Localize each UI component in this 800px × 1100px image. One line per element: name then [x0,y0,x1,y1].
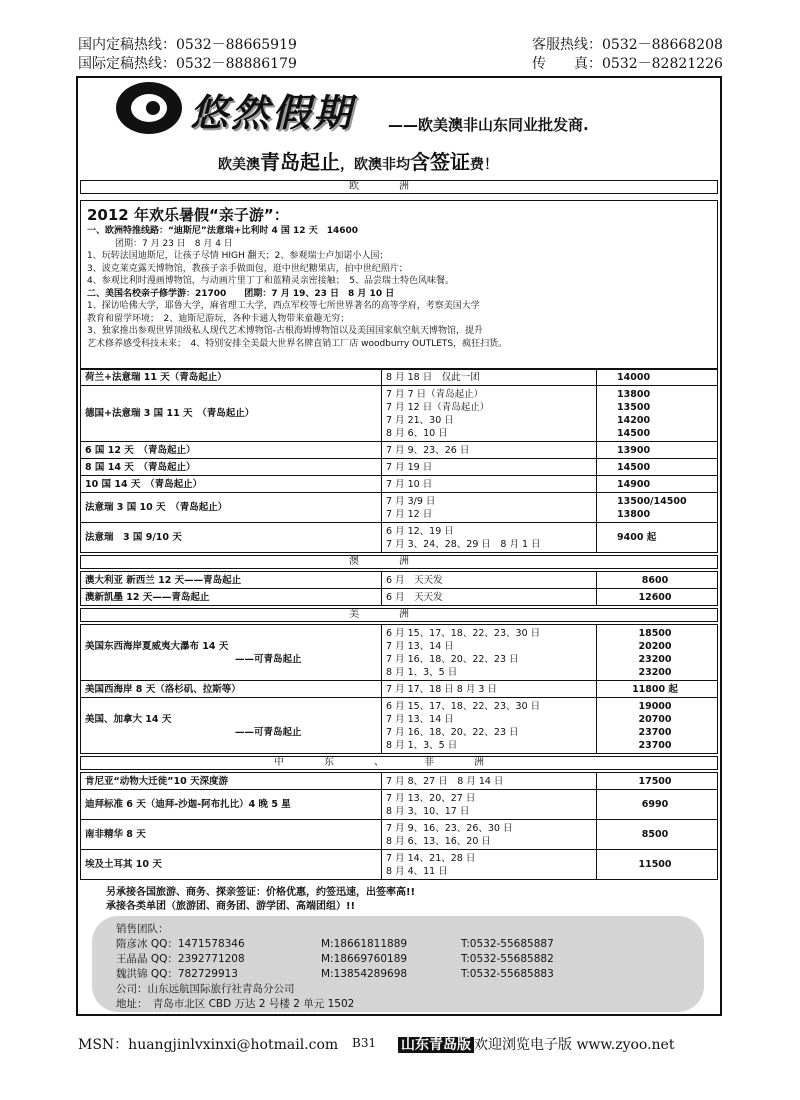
tour-name: 埃及土耳其 10 天 [81,850,382,880]
intl-hotline: 国际定稿热线：0532－88886179 [78,56,297,72]
tour-name: 美国西海岸 8 天（洛杉矶、拉斯等） [81,681,382,698]
service-hotline: 客服热线：0532－88668208 [532,37,723,53]
tour-name: 10 国 14 天 （青岛起止） [81,476,382,493]
tour-price: 11800 起 [597,681,718,698]
tour-price: 13900 [597,442,718,459]
tour-row [81,790,718,820]
tour-price: 14900 [597,476,718,493]
section-oceania: 澳洲 [80,555,718,569]
tour-name: 澳大利亚 新西兰 12 天——青岛起止 [81,572,382,589]
ad-frame [76,76,722,1016]
promo-line: 教育和留学环境； 2、迪斯尼游玩，各种卡通人物带来童趣无穷； [87,313,350,324]
logo-area [78,78,720,182]
tour-row [81,369,718,386]
promo-line: 二、美国名校亲子修学游：21700 团期：7 月 19、23 日 8 月 10 日 [87,288,395,299]
tour-row [81,459,718,476]
section-mideast-africa: 中东、非洲 [80,756,718,770]
tour-name: 8 国 14 天 （青岛起止） [81,459,382,476]
tour-row [81,820,718,850]
tour-price: 19000 20700 23700 23700 [597,698,718,754]
contact-panel [92,916,704,1012]
sales-contact: 隋彦冰 QQ：1471578346 M:18661811889 T:0532-55685887 [116,938,554,950]
tour-dates: 7 月 17、18 日 8 月 3 日 [382,681,597,698]
tour-name: 南非精华 8 天 [81,820,382,850]
tour-row [81,523,718,553]
tour-name: 法意瑞 3 国 10 天 （青岛起止） [81,493,382,523]
promo-line: 1、探访哈佛大学，耶鲁大学，麻省理工大学，西点军校等七所世界著名的高等学府，考察美国大学 [87,301,480,311]
tour-name: 6 国 12 天 （青岛起止） [81,442,382,459]
tour-name: 法意瑞 3 国 9/10 天 [81,523,382,553]
tour-row [81,850,718,880]
promo-line: 4、参观比利时漫画博物馆，与动画片里丁丁和蓝精灵亲密接触； 5、品尝瑞士特色风味餐。 [87,276,454,286]
tour-price: 12600 [597,589,718,606]
tour-dates: 7 月 14、21、28 日 8 月 4、11 日 [382,850,597,880]
tour-row [81,698,718,754]
domestic-hotline: 国内定稿热线：0532－88665919 [78,37,297,53]
promo-line: 一、欧洲特推线路：“迪斯尼”法意瑞+比利时 4 国 12 天 14600 [87,226,359,236]
tour-name: 美国、加拿大 14 天 ——可青岛起止 [81,698,382,754]
summer-promo [80,200,718,370]
tour-dates: 6 月 天天发 [382,589,597,606]
tour-row [81,493,718,523]
sales-contact: 魏洪锦 QQ：782729913 M:13854289698 T:0532-55685883 [116,968,554,980]
extra-line: 承接各类单团（旅游团、商务团、游学团、高端团组）!! [106,901,356,912]
tour-name: 肯尼亚“动物大迁徙”10 天深度游 [81,773,382,790]
extra-line: 另承接各国旅游、商务、探亲签证：价格优惠，约签迅速，出签率高!! [106,887,416,898]
section-america: 美洲 [80,608,718,622]
page-number: B31 [352,1036,377,1050]
tour-dates: 7 月 3/9 日 7 月 12 日 [382,493,597,523]
promo-line: 3、独家推出参观世界顶级私人现代艺术博物馆-古根海姆博物馆以及美国国家航空航天博物馆，提升 [87,326,483,336]
tour-dates: 7 月 19 日 [382,459,597,476]
tour-name: 迪拜标准 6 天（迪拜-沙迦-阿布扎比）4 晚 5 星 [81,790,382,820]
tour-dates: 7 月 10 日 [382,476,597,493]
mideast-tour-table [80,772,718,880]
tour-row [81,681,718,698]
europe-tour-table [80,368,718,553]
brand-tagline: 欧美澳青岛起止，欧澳非均含签证费！ [218,150,498,174]
tour-row [81,442,718,459]
fax-number: 传 真：0532－82821226 [532,56,723,72]
tour-price: 8600 [597,572,718,589]
tour-dates: 7 月 9、16、23、26、30 日 8 月 6、13、16、20 日 [382,820,597,850]
publication-line: 山东青岛版 欢迎浏览电子版 www.zyoo.net [398,1034,674,1054]
tour-price: 8500 [597,820,718,850]
tour-dates: 6 月 15、17、18、22、23、30 日 7 月 13、14 日 7 月 16、18、20、22、23 日 8 月 1、3、5 日 [382,625,597,681]
tour-name: 美国东西海岸夏威夷大瀑布 14 天 ——可青岛起止 [81,625,382,681]
msn-contact: MSN：huangjinlvxinxi@hotmail.com [78,1037,339,1053]
sales-contact: 王晶晶 QQ：2392771208 M:18669760189 T:0532-55685882 [116,953,554,965]
team-title: 销售团队： [116,923,169,935]
tour-dates: 8 月 18 日 仅此一团 [382,369,597,386]
tour-price: 17500 [597,773,718,790]
section-europe: 欧洲 [80,180,718,194]
promo-title: 2012 年欢乐暑假“亲子游”： [87,206,289,224]
extra-services [106,886,415,914]
tour-price: 14500 [597,459,718,476]
oceania-tour-table [80,571,718,606]
tour-row [81,476,718,493]
company-address: 地址： 青岛市北区 CBD 万达 2 号楼 2 单元 1502 [116,998,355,1010]
brand-name: 悠然假期 [190,90,355,135]
tour-row [81,589,718,606]
tour-price: 18500 20200 23200 23200 [597,625,718,681]
tour-price: 6990 [597,790,718,820]
tour-dates: 7 月 9、23、26 日 [382,442,597,459]
tour-dates: 6 月 天天发 [382,572,597,589]
company-name: 公司：山东远航国际旅行社青岛分公司 [116,983,295,995]
america-tour-table [80,624,718,754]
tour-row [81,386,718,442]
logo-swirl-icon [116,82,182,134]
tour-dates: 7 月 7 日（青岛起止） 7 月 12 日（青岛起止） 7 月 21、30 日 8 月 6、10 日 [382,386,597,442]
tour-price: 13500/14500 13800 [597,493,718,523]
tour-name: 荷兰+法意瑞 11 天（青岛起止） [81,369,382,386]
tour-price: 11500 [597,850,718,880]
tour-name: 澳新凯墨 12 天——青岛起止 [81,589,382,606]
promo-line: 团期：7 月 23 日 8 月 4 日 [115,238,233,249]
promo-line: 1、玩转法国迪斯尼，让孩子尽情 HIGH 翻天；2、参观瑞士卢加诺小人国； [87,251,389,261]
tour-price: 14000 [597,369,718,386]
promo-line: 艺术修养感受科技未来； 4、特别安排全美最大世界名牌直销工厂店 woodburry OUTLETS，疯狂扫货。 [87,338,508,349]
tour-row [81,773,718,790]
tour-dates: 6 月 15、17、18、22、23、30 日 7 月 13、14 日 7 月 16、18、20、22、23 日 8 月 1、3、5 日 [382,698,597,754]
promo-line: 3、波克莱克露天博物馆，教孩子亲手做面包，逛中世纪糖果店，拍中世纪照片； [87,263,408,274]
tour-row [81,625,718,681]
tour-dates: 6 月 12、19 日 7 月 3、24、28、29 日 8 月 1 日 [382,523,597,553]
tour-price: 13800 13500 14200 14500 [597,386,718,442]
tour-name: 德国+法意瑞 3 国 11 天 （青岛起止） [81,386,382,442]
tour-row [81,572,718,589]
tour-dates: 7 月 8、27 日 8 月 14 日 [382,773,597,790]
tour-price: 9400 起 [597,523,718,553]
brand-slogan: ——欧美澳非山东同业批发商. [388,116,589,134]
tour-dates: 7 月 13、20、27 日 8 月 3、10、17 日 [382,790,597,820]
